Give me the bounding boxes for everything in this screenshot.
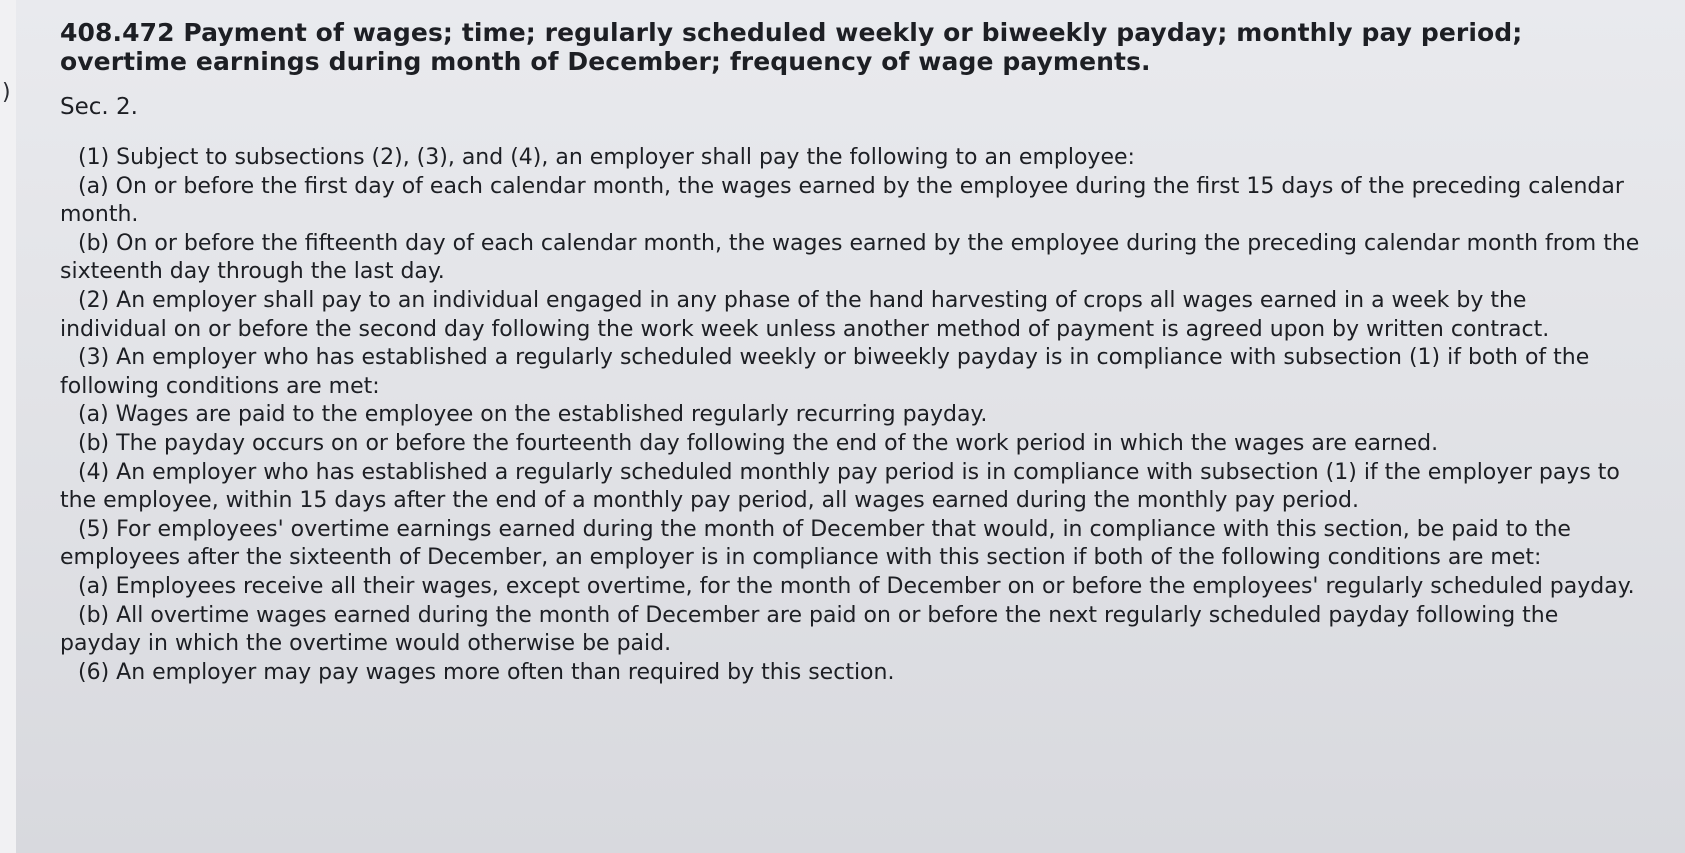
left-margin-strip	[0, 0, 17, 853]
paragraph-6: (6) An employer may pay wages more often than required by this section.	[78, 659, 895, 685]
paragraph-1a: (a) On or before the first day of each calendar month, the wages earned by the employee during the first 15 days of the preceding calendar month.	[60, 173, 1624, 228]
statute-content	[60, 18, 1680, 687]
statute-title: 408.472 Payment of wages; time; regularly scheduled weekly or biweekly payday; monthly pay period; overtime earnings during month of December; frequency of wage payments.	[60, 18, 1523, 76]
paragraph-5b: (b) All overtime wages earned during the month of December are paid on or before the next regularly scheduled payday following the payday in which the overtime would otherwise be paid.	[60, 602, 1559, 657]
paragraph-1: (1) Subject to subsections (2), (3), and (4), an employer shall pay the following to an employee:	[78, 145, 1135, 170]
edge-mark: )	[2, 80, 11, 105]
paragraph-3a: (a) Wages are paid to the employee on the established regularly recurring payday.	[78, 402, 988, 428]
paragraph-2: (2) An employer shall pay to an individual engaged in any phase of the hand harvesting of crops all wages earned in a week by the individual on or before the second day following the work week unless another method of payment is agreed upon by written contract.	[60, 287, 1550, 342]
paragraph-3: (3) An employer who has established a regularly scheduled weekly or biweekly payday is in compliance with subsection (1) if both of the following conditions are met:	[60, 345, 1590, 399]
section-label: Sec. 2.	[60, 94, 138, 120]
document-page	[16, 0, 1685, 853]
paragraph-5a: (a) Employees receive all their wages, except overtime, for the month of December on or before the employees' regularly scheduled payday.	[78, 573, 1635, 599]
paragraph-5: (5) For employees' overtime earnings earned during the month of December that would, in compliance with this section, be paid to the employees after the sixteenth of December, an employer is in compliance with this section if both of the following conditions are met:	[60, 516, 1571, 571]
paragraph-1b: (b) On or before the fifteenth day of each calendar month, the wages earned by the employee during the preceding calendar month from the sixteenth day through the last day.	[60, 230, 1640, 285]
paragraph-4: (4) An employer who has established a regularly scheduled monthly pay period is in compliance with subsection (1) if the employer pays to the employee, within 15 days after the end of a monthly pay period, all wages earned during the monthly pay period.	[60, 459, 1620, 514]
paragraph-3b: (b) The payday occurs on or before the fourteenth day following the end of the work period in which the wages are earned.	[78, 430, 1439, 456]
